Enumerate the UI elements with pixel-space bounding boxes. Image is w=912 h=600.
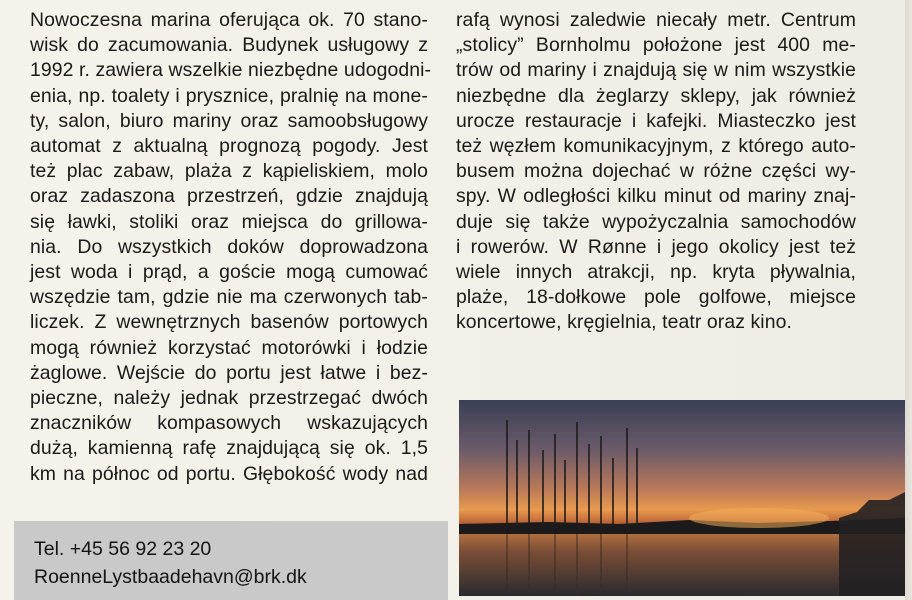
article-line: nia. Do wszystkich doków doprowadzona	[30, 235, 428, 258]
contact-email[interactable]: RoenneLystbaadehavn@brk.dk	[34, 566, 307, 588]
marina-sunset-photo	[459, 400, 905, 596]
article-line: spy. W odległości kilku minut od mariny znaj-	[456, 185, 856, 208]
article-line: plaże, 18-dołkowe pole golfowe, miejsce	[456, 286, 856, 309]
article-line: trów od mariny i znajdują się w nim wszystkie	[456, 59, 856, 82]
article-line: i rowerów. W Rønne i jego okolicy jest też	[456, 235, 856, 258]
article-line: mogą również korzystać motorówki i łodzie	[30, 336, 428, 359]
article-line: km na północ od portu. Głębokość wody nad	[30, 462, 428, 485]
article-line: urocze restauracje i kafejki. Miasteczko jest	[456, 109, 856, 132]
article-line: Nowoczesna marina oferująca ok. 70 stano-	[30, 9, 428, 31]
article-line: 1992 r. zawiera wszelkie niezbędne udogodni-	[30, 59, 432, 82]
page-edge	[905, 0, 912, 600]
article-line: rafą wynosi zaledwie niecały metr. Centrum	[456, 9, 856, 31]
article-line: liczek. Z wewnętrznych basenów portowych	[30, 311, 428, 334]
article-line: znaczników kompasowych wskazujących	[30, 412, 428, 435]
article-line: enia, np. toalety i prysznice, pralnię na mone-	[30, 84, 428, 107]
article-line: też plac zabaw, plaża z kąpieliskiem, molo	[30, 160, 428, 183]
article-line: ty, salon, biuro mariny oraz samoobsługowy	[30, 109, 428, 132]
article-line: niezbędne dla żeglarzy sklepy, jak również	[456, 84, 856, 107]
article-line: duje się także wypożyczalnia samochodów	[456, 210, 856, 233]
article-left-column	[30, 8, 432, 487]
article-line: wiele innych atrakcji, np. kryta pływalnia,	[456, 261, 856, 284]
article-line: wisk do zacumowania. Budynek usługowy z	[30, 34, 428, 57]
article-line: automat z aktualną prognozą pogody. Jest	[30, 135, 428, 158]
article-line: pieczne, należy jednak przestrzegać dwóch	[30, 387, 428, 410]
article-line: busem można dojechać w różne części wy-	[456, 160, 856, 183]
article-line: jest woda i prąd, a goście mogą cumować	[30, 261, 428, 284]
article-right-column	[456, 8, 856, 336]
article-line: oraz zadaszona przestrzeń, gdzie znajdują	[30, 185, 428, 208]
article-line: żaglowe. Wejście do portu jest łatwe i bez-	[30, 361, 428, 384]
article-line: się ławki, stoliki oraz miejsca do grillowa-	[30, 210, 428, 233]
article-line: wszędzie tam, gdzie nie ma czerwonych tab-	[30, 286, 428, 309]
article-line: dużą, kamienną rafę znajdującą się ok. 1,5	[30, 437, 428, 460]
contact-box	[14, 521, 448, 600]
article-line: „stolicy” Bornholmu położone jest 400 me-	[456, 34, 856, 57]
article-line: też węzłem komunikacyjnym, z którego auto-	[456, 135, 856, 158]
contact-phone[interactable]: Tel. +45 56 92 23 20	[34, 538, 212, 560]
article-line: koncertowe, kręgielnia, teatr oraz kino.	[456, 311, 792, 334]
